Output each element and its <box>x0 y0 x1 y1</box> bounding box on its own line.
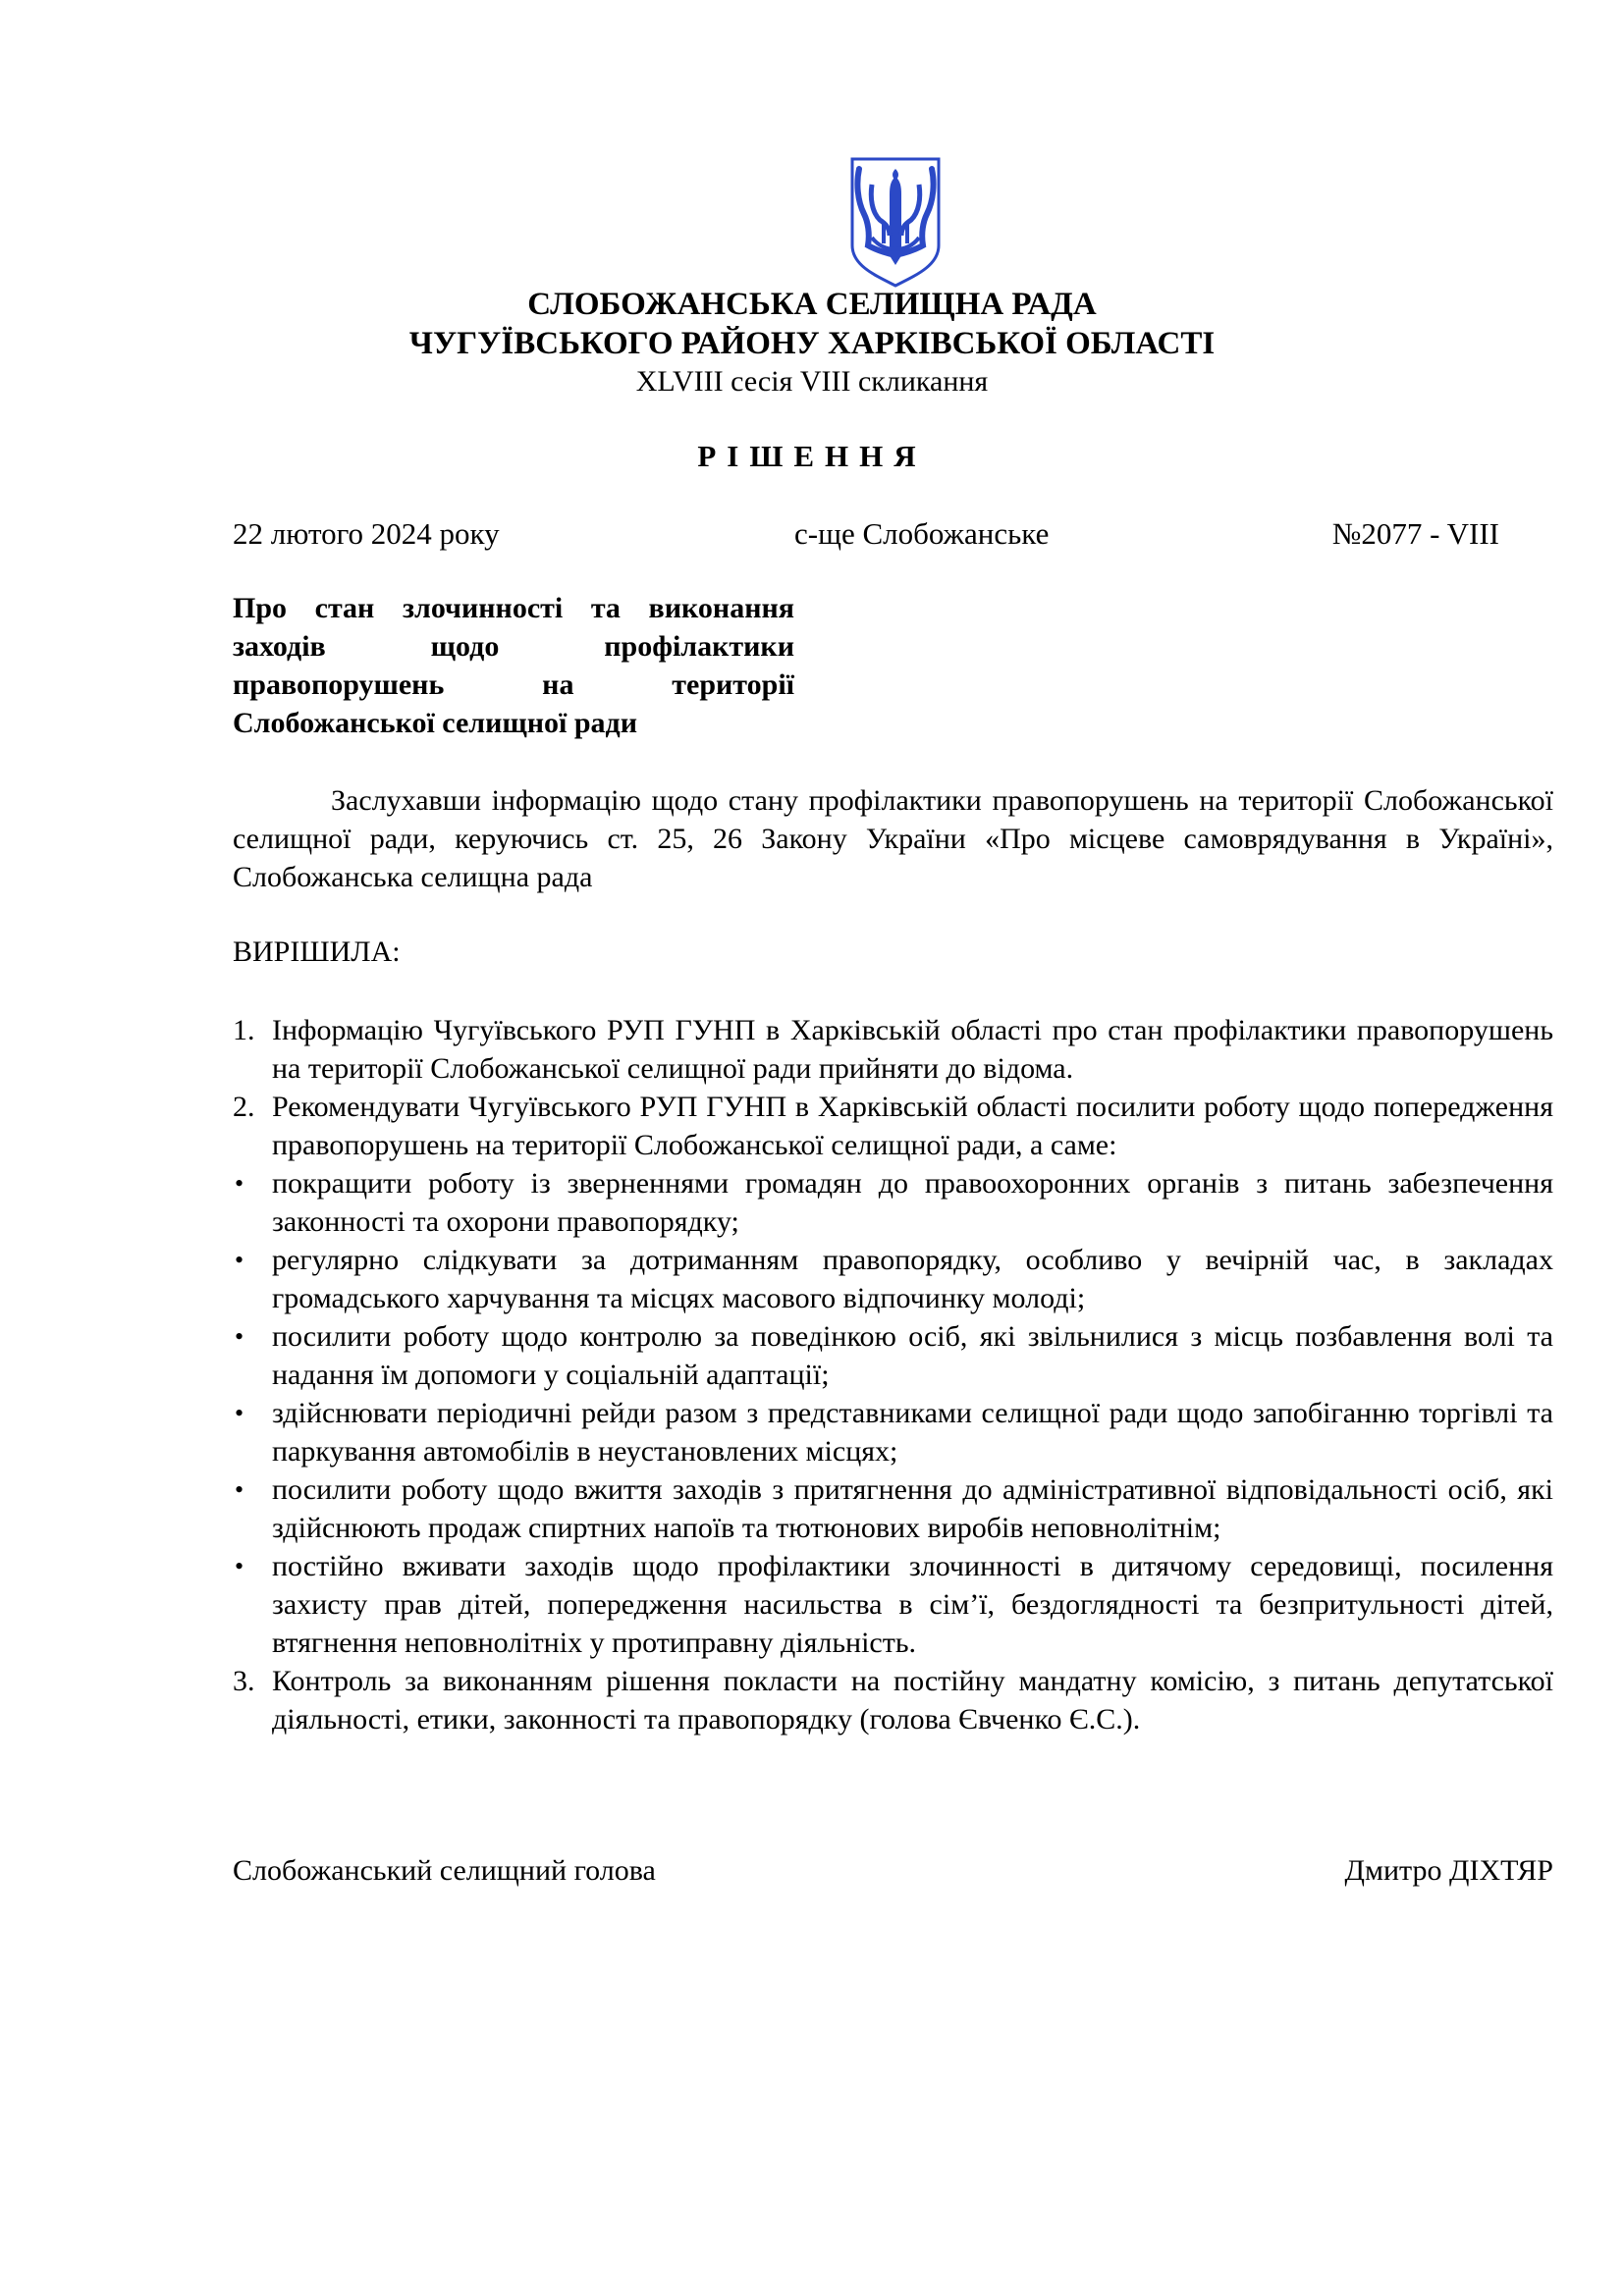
item-text: Інформацію Чугуївського РУП ГУНП в Харківській області про стан профілактики правопорушень на території Слобожанської селищної ради прийняти до відома. <box>272 1014 1553 1085</box>
list-item <box>233 1317 1553 1394</box>
decision-heading: РІШЕННЯ <box>697 439 927 473</box>
decision-items-list <box>233 1011 1553 1738</box>
bullet-icon: • <box>235 1399 244 1427</box>
item-text: покращити роботу із зверненнями громадян до правоохоронних органів з питань забезпечення законності та охорони правопорядку; <box>272 1167 1553 1238</box>
subject-line: правопорушень на території <box>233 668 794 701</box>
decision-subject <box>233 589 794 742</box>
bullet-icon: • <box>235 1169 244 1198</box>
list-item <box>233 1394 1553 1470</box>
item-number: 2. <box>233 1091 255 1123</box>
meta-row <box>233 514 1499 554</box>
intro-paragraph: Заслухавши інформацію щодо стану профілактики правопорушень на території Слобожанської селищної ради, керуючись ст. 25, 26 Закону України «Про місцеве самоврядування в Україні», Слобожанська селищна рада <box>233 784 1553 893</box>
resolved-heading: ВИРІШИЛА: <box>233 935 401 968</box>
item-number: 3. <box>233 1665 255 1697</box>
signatory-title: Слобожанський селищний голова <box>233 1854 656 1887</box>
list-item <box>233 1547 1553 1662</box>
item-number: 1. <box>233 1014 255 1046</box>
decision-number: №2077 - VIII <box>1331 516 1499 551</box>
list-item <box>233 1011 1553 1088</box>
council-name: СЛОБОЖАНСЬКА СЕЛИЩНА РАДА <box>527 287 1097 322</box>
subject-line: заходів щодо профілактики <box>233 630 794 663</box>
subject-line: Про стан злочинності та виконання <box>233 592 794 624</box>
list-item <box>233 1241 1553 1317</box>
list-item <box>233 1164 1553 1241</box>
coat-of-arms-icon <box>848 155 943 289</box>
item-text: здійснювати періодичні рейди разом з представниками селищної ради щодо запобіганню торгівлі та паркування автомобілів в неустановлених місцях; <box>272 1397 1553 1468</box>
decision-place: с-ще Слобожанське <box>794 516 1050 551</box>
bullet-icon: • <box>235 1552 244 1580</box>
decision-date: 22 лютого 2024 року <box>233 516 500 551</box>
item-text: регулярно слідкувати за дотриманням правопорядку, особливо у вечірній час, в закладах громадського харчування та місцях масового відпочинку молоді; <box>272 1244 1553 1314</box>
signatory-name: Дмитро ДІХТЯР <box>1344 1854 1553 1887</box>
item-text: Рекомендувати Чугуївського РУП ГУНП в Харківській області посилити роботу щодо попередження правопорушень на території Слобожанської селищної ради, а саме: <box>272 1091 1553 1161</box>
item-text: посилити роботу щодо вжиття заходів з притягнення до адміністративної відповідальності осіб, які здійснюють продаж спиртних напоїв та тютюнових виробів неповнолітнім; <box>272 1473 1553 1544</box>
bullet-icon: • <box>235 1322 244 1351</box>
signature-row <box>233 1851 1553 1891</box>
list-item <box>233 1470 1553 1547</box>
list-item <box>233 1088 1553 1164</box>
district-name: ЧУГУЇВСЬКОГО РАЙОНУ ХАРКІВСЬКОЇ ОБЛАСТІ <box>408 326 1216 361</box>
list-item <box>233 1662 1553 1738</box>
item-text: постійно вживати заходів щодо профілактики злочинності в дитячому середовищі, посилення захисту прав дітей, попередження насильства в сім’ї, бездоглядності та безпритульності дітей, втягнення неповнолітніх у протиправну діяльність. <box>272 1550 1553 1659</box>
subject-line: Слобожанської селищної ради <box>233 707 638 739</box>
item-text: посилити роботу щодо контролю за поведінкою осіб, які звільнилися з місць позбавлення волі та надання їм допомоги у соціальній адаптації; <box>272 1320 1553 1391</box>
session-title: XLVIII сесія VIII скликання <box>635 365 989 398</box>
bullet-icon: • <box>235 1246 244 1274</box>
item-text: Контроль за виконанням рішення покласти на постійну мандатну комісію, з питань депутатської діяльності, етики, законності та правопорядку (голова Євченко Є.С.). <box>272 1665 1553 1735</box>
bullet-icon: • <box>235 1475 244 1504</box>
